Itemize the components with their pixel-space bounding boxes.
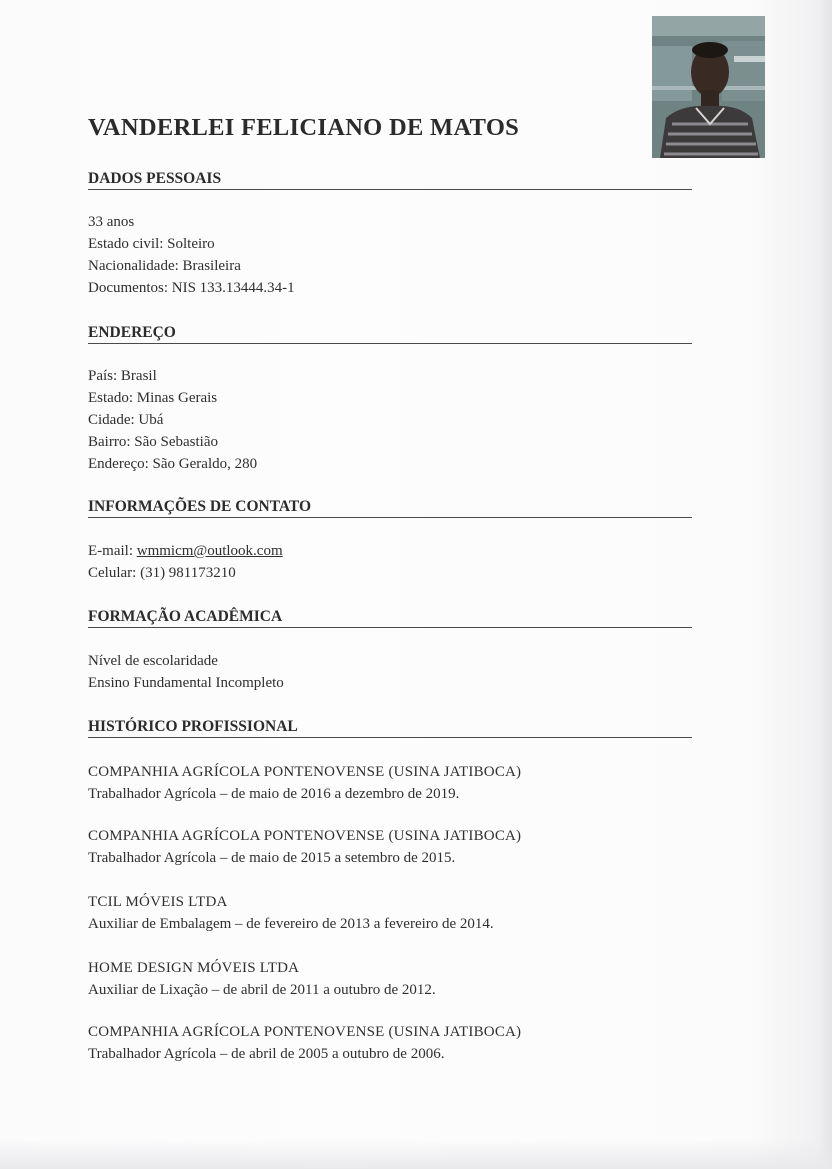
job-company: COMPANHIA AGRÍCOLA PONTENOVENSE (USINA JATIBOCA) [88, 1024, 522, 1040]
documents-text: Documentos: NIS 133.13444.34-1 [88, 280, 295, 296]
job-role: Trabalhador Agrícola – de maio de 2016 a dezembro de 2019. [88, 786, 460, 802]
job-entry [88, 957, 688, 1001]
street-address-text: Endereço: São Geraldo, 280 [88, 456, 258, 472]
job-role: Trabalhador Agrícola – de maio de 2015 a setembro de 2015. [88, 850, 456, 866]
job-role: Auxiliar de Lixação – de abril de 2011 a outubro de 2012. [88, 982, 436, 998]
email-link[interactable]: wmmicm@outlook.com [136, 543, 283, 559]
job-entry [88, 891, 688, 935]
job-role: Auxiliar de Embalagem – de fevereiro de 2013 a fevereiro de 2014. [88, 916, 494, 932]
scan-shadow-right [818, 0, 832, 1169]
job-company: COMPANHIA AGRÍCOLA PONTENOVENSE (USINA JATIBOCA) [88, 828, 522, 844]
email-label: E-mail: [88, 543, 137, 559]
profile-photo [652, 16, 765, 158]
scan-shadow-bottom [0, 1139, 832, 1169]
address-info [88, 365, 688, 475]
job-company: HOME DESIGN MÓVEIS LTDA [88, 960, 300, 976]
section-title-work: HISTÓRICO PROFISSIONAL [88, 718, 692, 738]
age-text: 33 anos [88, 214, 135, 230]
job-entry [88, 1021, 688, 1065]
neighborhood-text: Bairro: São Sebastião [88, 434, 218, 450]
education-level-label: Nível de escolaridade [88, 653, 218, 669]
country-text: País: Brasil [88, 368, 157, 384]
job-company: TCIL MÓVEIS LTDA [88, 894, 228, 910]
section-title-address: ENDEREÇO [88, 324, 692, 344]
marital-status-text: Estado civil: Solteiro [88, 236, 215, 252]
personal-info [88, 211, 688, 299]
email-line [88, 540, 688, 562]
job-entry [88, 761, 688, 805]
job-company: COMPANHIA AGRÍCOLA PONTENOVENSE (USINA JATIBOCA) [88, 764, 522, 780]
phone-text: Celular: (31) 981173210 [88, 565, 236, 581]
city-text: Cidade: Ubá [88, 412, 164, 428]
section-title-personal: DADOS PESSOAIS [88, 170, 692, 190]
nationality-text: Nacionalidade: Brasileira [88, 258, 241, 274]
job-entry [88, 825, 688, 869]
section-title-education: FORMAÇÃO ACADÊMICA [88, 608, 692, 628]
education-level-value: Ensino Fundamental Incompleto [88, 675, 284, 691]
education-info [88, 650, 688, 694]
section-title-contact: INFORMAÇÕES DE CONTATO [88, 498, 692, 518]
state-text: Estado: Minas Gerais [88, 390, 218, 406]
contact-info [88, 540, 688, 584]
candidate-name: VANDERLEI FELICIANO DE MATOS [88, 114, 520, 141]
job-role: Trabalhador Agrícola – de abril de 2005 a outubro de 2006. [88, 1046, 445, 1062]
